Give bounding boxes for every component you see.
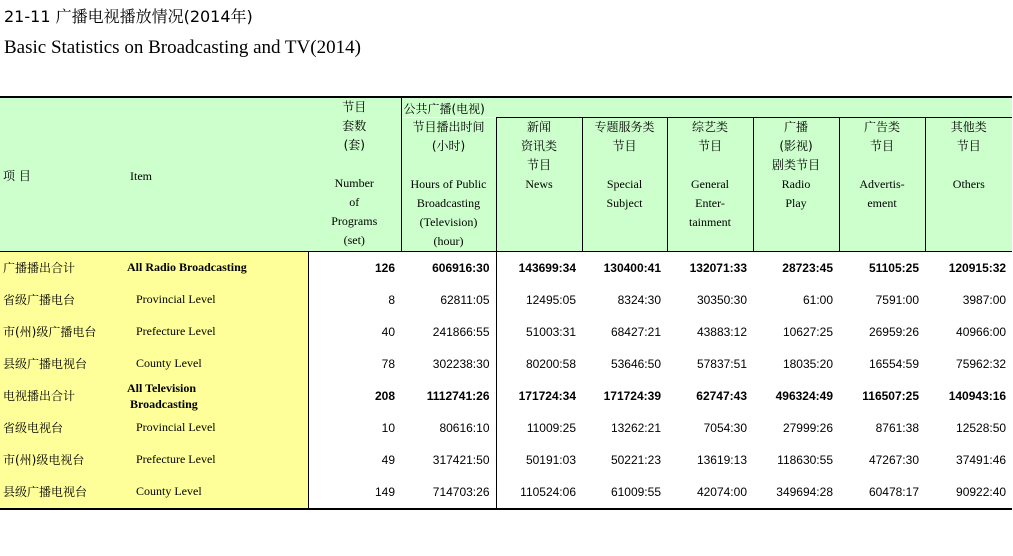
- news-value: 50191:03: [525, 452, 576, 467]
- general-value: 30350:30: [696, 292, 747, 307]
- radio-play-value: 496324:49: [775, 388, 833, 403]
- hours-header: [401, 118, 496, 252]
- general-value: 62747:43: [696, 388, 747, 403]
- programs-value: 40: [381, 324, 395, 339]
- others-value: 120915:32: [925, 251, 1012, 284]
- item-cn-header-cell: [0, 97, 127, 251]
- table-row: [0, 284, 1012, 316]
- row-label-cn: [0, 348, 127, 380]
- others-value: 40966:00: [956, 324, 1007, 339]
- advertisement-value: 16554:59: [868, 356, 919, 371]
- row-label-cn: [0, 316, 127, 348]
- programs-header-line: (set): [343, 233, 365, 247]
- advertisement-value: 26959:26: [868, 324, 919, 339]
- others-value: 140943:16: [948, 388, 1007, 403]
- general-header-line: Enter-: [695, 196, 725, 210]
- general-header-line: tainment: [689, 215, 731, 229]
- others-value: 75962:32: [956, 356, 1007, 371]
- programs-value: 8: [388, 292, 395, 307]
- advertisement-header-line: ement: [867, 196, 897, 210]
- news-value: 51003:31: [525, 324, 576, 339]
- news-value: 143699:34: [496, 251, 582, 284]
- hours-value: 606916:30: [401, 251, 496, 284]
- row-label-en: [127, 444, 308, 476]
- radio-play-value: 61:00: [802, 292, 833, 307]
- programs-header-spacer: [308, 155, 401, 174]
- hours-header-line: (Television): [419, 214, 478, 229]
- special-header-spacer: [583, 156, 667, 175]
- special-header-line: Special: [606, 177, 643, 191]
- advertisement-header: [839, 118, 925, 252]
- programs-value: 208: [374, 388, 395, 403]
- row-label-cn: [0, 251, 127, 284]
- advertisement-header-line: Advertis-: [859, 177, 905, 191]
- radio-play-value: 118630:55: [777, 452, 833, 467]
- table-row: [0, 412, 1012, 444]
- radio-play-header-line: (影视): [779, 139, 813, 153]
- hours-header-line: Broadcasting: [416, 195, 481, 210]
- hours-value: 714703:26: [401, 476, 496, 509]
- row-label-cn-text: 市(州)级广播电台: [3, 325, 97, 339]
- programs-value: 10: [381, 420, 395, 435]
- item-en-header-cell: [127, 97, 308, 251]
- table-row: [0, 348, 1012, 380]
- special-value: 50221:23: [610, 452, 661, 467]
- news-value: 110524:06: [496, 476, 582, 509]
- hours-value: 302238:30: [401, 348, 496, 380]
- programs-value: 49: [381, 452, 395, 467]
- row-label-en-text: Prefecture Level: [136, 452, 216, 466]
- advertisement-value: 60478:17: [839, 476, 925, 509]
- others-header-line: Others: [952, 177, 985, 191]
- special-header-line: Subject: [606, 196, 643, 210]
- special-value: 61009:55: [582, 476, 667, 509]
- item-cn-header: 项 目: [3, 168, 31, 183]
- radio-play-header-line: 广播: [783, 120, 808, 134]
- special-value: 130400:41: [582, 251, 667, 284]
- row-label-cn-text: 省级电视台: [3, 421, 64, 435]
- table-row: [0, 444, 1012, 476]
- radio-play-header-line: Play: [785, 196, 807, 210]
- row-label-en: [127, 251, 308, 284]
- row-label-en: [127, 316, 308, 348]
- programs-header-line: 节目: [342, 100, 367, 114]
- special-header-line: 节目: [612, 139, 637, 153]
- programs-header: [308, 97, 401, 251]
- news-value: 12495:05: [525, 292, 576, 307]
- programs-value: 126: [308, 251, 401, 284]
- programs-header-line: (套): [343, 138, 365, 152]
- radio-play-header: [753, 118, 839, 252]
- others-header-spacer: [926, 156, 1013, 175]
- advertisement-value: 8761:38: [875, 420, 919, 435]
- radio-play-value: 10627:25: [782, 324, 833, 339]
- row-label-en-text: All Radio Broadcasting: [127, 260, 247, 274]
- advertisement-header-line: 节目: [869, 139, 894, 153]
- row-label-en: [127, 412, 308, 444]
- row-label-en: [127, 476, 308, 509]
- general-value: 42074:00: [667, 476, 753, 509]
- programs-header-line: of: [349, 195, 360, 209]
- row-label-cn-text: 电视播出合计: [3, 389, 76, 403]
- advertisement-header-spacer: [840, 156, 925, 175]
- others-value: 37491:46: [956, 452, 1007, 467]
- programs-value: 149: [308, 476, 401, 509]
- row-label-cn-text: 广播播出合计: [3, 261, 76, 275]
- row-label-cn-text: 县级广播电视台: [3, 485, 88, 499]
- public-broadcast-group-label: 公共广播(电视): [403, 102, 485, 116]
- programs-value: 78: [381, 356, 395, 371]
- row-label-en-line: All Television: [127, 380, 197, 395]
- general-header-spacer: [668, 156, 753, 175]
- row-label-cn: [0, 412, 127, 444]
- special-value: 53646:50: [610, 356, 661, 371]
- hours-header-line: Hours of Public: [410, 176, 487, 191]
- general-value: 13619:13: [696, 452, 747, 467]
- general-value: 7054:30: [703, 420, 747, 435]
- row-label-en-text: Provincial Level: [136, 420, 216, 434]
- row-label-cn: [0, 444, 127, 476]
- programs-header-line: Programs: [331, 214, 378, 228]
- row-label-en-text: Provincial Level: [136, 292, 216, 306]
- advertisement-header-line: 广告类: [863, 120, 900, 134]
- hours-value: 1112741:26: [401, 380, 496, 412]
- news-header: [496, 118, 582, 252]
- row-label-cn: [0, 284, 127, 316]
- advertisement-value: 47267:30: [868, 452, 919, 467]
- special-value: 171724:39: [603, 388, 661, 403]
- radio-play-header-line: 剧类节目: [771, 158, 820, 172]
- hours-header-spacer: [402, 156, 496, 175]
- news-header-line: 新闻: [526, 120, 551, 134]
- general-header-line: General: [691, 177, 729, 191]
- general-value: 43883:12: [696, 324, 747, 339]
- row-label-en-text: County Level: [136, 484, 202, 498]
- news-value: 80200:58: [525, 356, 576, 371]
- hours-value: 241866:55: [401, 316, 496, 348]
- special-value: 13262:21: [610, 420, 661, 435]
- radio-play-value: 349694:28: [753, 476, 839, 509]
- hours-header-line: 节目播出时间: [412, 119, 485, 134]
- radio-play-header-line: Radio: [781, 177, 811, 191]
- row-label-en: [127, 284, 308, 316]
- others-header-line: 其他类: [950, 120, 987, 134]
- table-title-chinese: 21-11 广播电视播放情况(2014年): [4, 7, 253, 26]
- general-header: [667, 118, 753, 252]
- others-header-line: 节目: [956, 139, 981, 153]
- row-label-cn-text: 省级广播电台: [3, 293, 76, 307]
- news-value: 11009:25: [526, 420, 576, 435]
- public-broadcast-group-header: [401, 97, 1012, 118]
- table-row: [0, 380, 1012, 412]
- row-label-en: [127, 348, 308, 380]
- special-value: 68427:21: [610, 324, 661, 339]
- table-row: [0, 316, 1012, 348]
- special-header-line: 专题服务类: [594, 120, 655, 134]
- programs-header-line: 套数: [342, 119, 367, 133]
- others-value: 12528:50: [956, 420, 1007, 435]
- table-row: [0, 476, 1012, 509]
- table-body: [0, 251, 1012, 509]
- row-label-en-line: Broadcasting: [130, 396, 198, 411]
- item-en-header: Item: [130, 168, 152, 183]
- radio-play-value: 18035:20: [782, 356, 833, 371]
- radio-play-value: 27999:26: [782, 420, 833, 435]
- row-label-en: [127, 380, 308, 412]
- general-header-line: 节目: [697, 139, 722, 153]
- news-header-line: 资讯类: [520, 139, 557, 153]
- news-header-line: News: [525, 177, 553, 191]
- hours-value: 80616:10: [401, 412, 496, 444]
- others-header: [925, 118, 1012, 252]
- advertisement-value: 7591:00: [875, 292, 919, 307]
- statistics-table: [0, 96, 1012, 510]
- hours-header-line: (小时): [431, 138, 466, 153]
- special-header: [582, 118, 667, 252]
- hours-value: 62811:05: [401, 284, 496, 316]
- others-value: 90922:40: [925, 476, 1012, 509]
- hours-value: 317421:50: [401, 444, 496, 476]
- programs-header-line: Number: [334, 176, 374, 190]
- advertisement-value: 116507:25: [862, 388, 919, 403]
- row-label-cn-text: 县级广播电视台: [3, 357, 88, 371]
- special-value: 8324:30: [617, 292, 661, 307]
- general-value: 57837:51: [696, 356, 747, 371]
- general-header-line: 综艺类: [691, 120, 728, 134]
- news-header-line: 节目: [526, 158, 551, 172]
- table-title-english: Basic Statistics on Broadcasting and TV(2014): [4, 37, 361, 58]
- general-value: 132071:33: [667, 251, 753, 284]
- others-value: 3987:00: [962, 292, 1007, 307]
- hours-header-line: (hour): [433, 233, 464, 248]
- advertisement-value: 51105:25: [839, 251, 925, 284]
- radio-play-value: 28723:45: [753, 251, 839, 284]
- row-label-cn: [0, 380, 127, 412]
- table-row: [0, 251, 1012, 284]
- news-value: 171724:34: [518, 388, 576, 403]
- row-label-en-text: Prefecture Level: [136, 324, 216, 338]
- row-label-cn: [0, 476, 127, 509]
- row-label-cn-text: 市(州)级电视台: [3, 453, 85, 467]
- row-label-en-text: County Level: [136, 356, 202, 370]
